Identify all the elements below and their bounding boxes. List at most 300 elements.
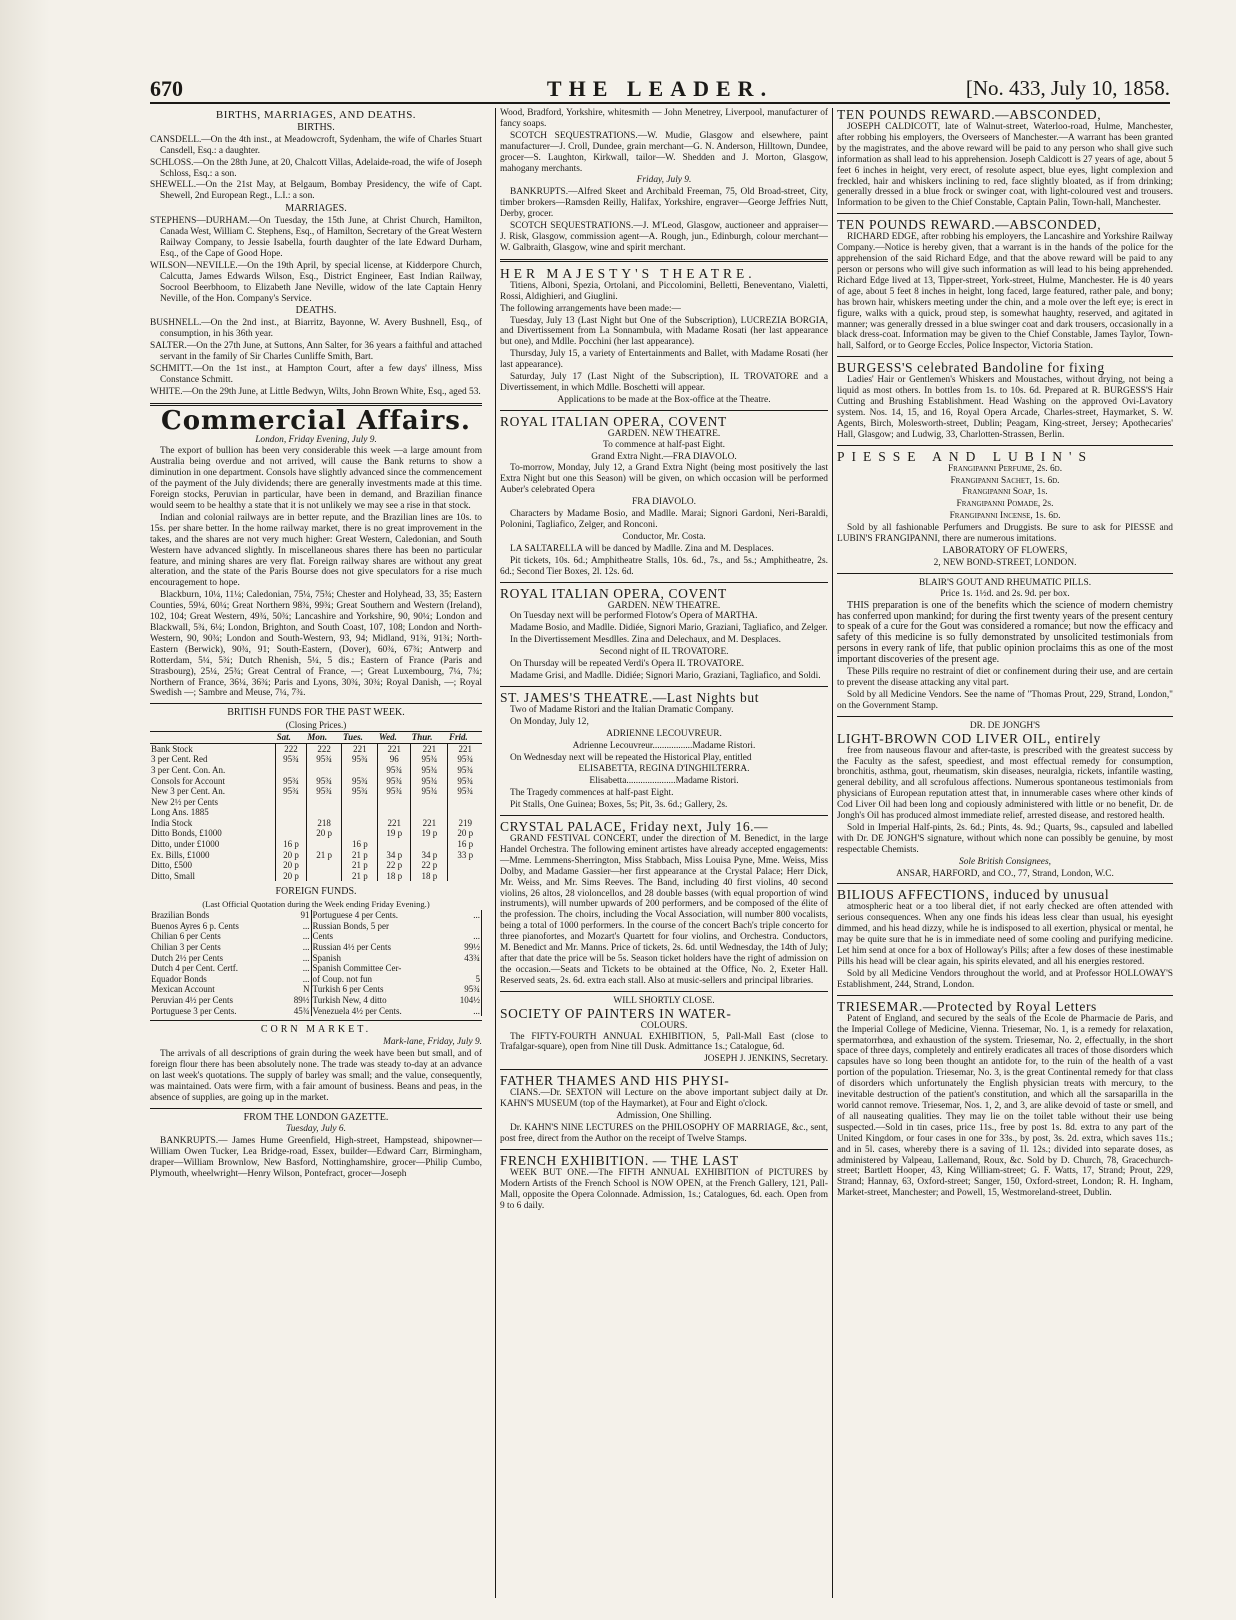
divider	[837, 573, 1173, 574]
divider	[150, 1108, 482, 1109]
table-header-cell: Wed.	[378, 732, 411, 744]
ad-signature: JOSEPH J. JENKINS, Secretary.	[704, 1054, 828, 1065]
table-cell: ...	[284, 942, 311, 953]
ad-text: Second night of IL TROVATORE.	[599, 647, 729, 658]
table-cell: Equador Bonds	[151, 973, 207, 984]
table-row	[150, 910, 482, 921]
divider	[837, 716, 1173, 717]
table-cell: 95¾	[448, 984, 482, 995]
paragraph: SCOTCH SEQUESTRATIONS.—W. Mudie, Glasgow and elsewhere, paint manufacturer—J. Croll, Dundee, grain merchant—G. N. Anderson, Hilltown, Dundee, grocer—S. Laughton, Kirkwall, tailor—W. Shedden and J. Morton, Glasgow, mahogany merchants.	[500, 130, 828, 174]
ad-text: On Thursday will be repeated Verdi's Opera IL TROVATORE.	[510, 659, 745, 670]
advertisement	[837, 361, 1173, 440]
ad-text: Patent of England, and secured by the seals of the Ecole de Pharmacie de Paris, and the Imperial College of Medicine, Vienna. Triesemar, No. 1, is a remedy for relaxation, spermatorrhœa, and exhaustion of the system. Triesemar, No. 2, effectually, in the short space of three days, completely and entirely eradicates all traces of those disorders which capsules have so long been thought an antidote for, to the ruin of the health of a vast portion of the population. Triesemar, No. 3, is the great Continental remedy for that class of disorders which unfortunately the English physician treats with mercury, to the inevitable destruction of the patient's constitution, and which all the sarsaparilla in the world cannot remove. Triesemar, Nos. 1, 2, and 3, are alike devoid of taste or smell, and of all nauseating qualities. They may lie on the toilet table without their use being suspected.—Sold in tin cases, price 11s., free by post 1s. 8d. extra to any part of the United Kingdom, or four cases in one for 33s., by post, 3s. 2d. extra, which saves 11s.; and in 5l. cases, whereby there is a saving of 1l. 12s.; divided into separate doses, as administered by Valpeau, Lallemand, Roux, &c. Sold by D. Church, 78, Gracechurch-street; Bartlett Hooper, 43, King William-street; G. F. Watts, 17, Strand; Prout, 229, Strand; Hannay, 63, Oxford-street; Sanger, 150, Oxford-street, London; R. H. Ingham, Market-street, Manchester; and Powell, 15, Westmoreland-street, Dublin.	[837, 1013, 1173, 1199]
table-cell: 95¾	[411, 786, 448, 797]
table-cell: 95¾	[276, 786, 307, 797]
dateline: London, Friday Evening, July 9.	[255, 434, 377, 445]
column-3	[832, 108, 1173, 1598]
table-cell	[276, 818, 307, 829]
table-cell: 20 p	[448, 828, 482, 839]
deaths-heading: DEATHS.	[295, 305, 337, 317]
ad-text: Two of Madame Ristori and the Italian Dramatic Company.	[510, 704, 734, 715]
table-cell: 221	[342, 743, 378, 754]
table-cell: 19 p	[411, 828, 448, 839]
table-cell: Ditto, under £1000	[151, 839, 220, 850]
advertisement	[837, 1000, 1173, 1199]
divider	[837, 995, 1173, 996]
table-cell: 221	[448, 743, 482, 754]
paragraph: Wood, Bradford, Yorkshire, whitesmith — John Menetrey, Liverpool, manufacturer of fancy soaps.	[500, 108, 828, 129]
ad-text: CIANS.—Dr. SEXTON will Lecture on the above important subject daily at Dr. KAHN'S MUSEUM (top of the Haymarket), at Four and Eight o'clock.	[500, 1088, 828, 1110]
table-row	[150, 984, 482, 995]
table-cell: 21 p	[342, 850, 378, 861]
table-cell	[342, 818, 378, 829]
ad-text: Characters by Madame Bosio, and Madlle. Marai; Signori Gardoni, Neri-Baraldi, Polonini, Tagliafico, Zelger, and Ronconi.	[500, 509, 828, 530]
table-cell: Portuguese 3 per Cents.	[151, 1005, 237, 1016]
ad-text: Saturday, July 17 (Last Night of the Subscription), IL TROVATORE and a Divertissement, in which Mdlle. Boschetti will appear.	[500, 372, 828, 393]
ad-address: ANSAR, HARFORD, and CO., 77, Strand, London, W.C.	[896, 868, 1114, 879]
table-cell: 33 p	[448, 850, 482, 861]
table-cell: 91	[284, 910, 311, 921]
ad-heading: TRIESEMAR.—Protected by Royal Letters	[837, 998, 1097, 1014]
table-row	[150, 786, 482, 797]
table-cell	[448, 807, 482, 818]
table-cell	[306, 797, 342, 808]
table-cell: 96	[378, 754, 411, 765]
table-row	[150, 754, 482, 765]
table-cell: 95¾	[378, 786, 411, 797]
table-cell: Venezuela 4½ per Cents.	[312, 1005, 402, 1016]
table-cell: 95¾	[411, 754, 448, 765]
marriages-heading: MARRIAGES.	[285, 203, 347, 215]
table-cell: Consols for Account	[151, 775, 225, 786]
ad-heading: TEN POUNDS REWARD.—ABSCONDED,	[837, 108, 1102, 122]
ad-text: ELISABETTA, REGINA D'INGHILTERRA.	[578, 764, 750, 775]
notice: SALTER.—On the 27th June, at Suttons, Ann Salter, for 36 years a faithful and attached servant in the family of Sir Charles Cunliffe Smith, Bart.	[150, 341, 482, 363]
table-cell: 89½	[284, 995, 311, 1006]
ad-text: Ladies' Hair or Gentlemen's Whiskers and Moustaches, without drying, not being a liquid as most others. In bottles from 1s. to 10s. 6d. Prepared at R. BURGESS'S Hair Cutting and Brushing Establishment. Head Washing on the approved Ovi-Lavatory system. Nos. 14, 15, and 16, Royal Opera Arcade, Charles-street, Haymarket, S. W. Agents, Birch, Molesworth-street, Dublin; Peagam, King-street, Jersey; Apothecaries' Hall, Glasgow; and Ludwig, 33, Charlotten-Strassen, Berlin.	[837, 375, 1173, 440]
table-cell: ...	[284, 953, 311, 964]
divider	[500, 686, 828, 687]
table-cell	[306, 807, 342, 818]
paragraph: Blackburn, 10¼, 11¼; Caledonian, 75¼, 75¾; Chester and Holyhead, 33, 35; Eastern Counties, 59¼, 60¼; Great Northern 98¾, 99¾; Great Southern and Western (Ireland), 102, 104; Great Western, 49¾, 50¾; Lancashire and Yorkshire, 90, 90¼; London and Blackwall, 5¾, 6¼; London, Brighton, and South Coast, 107, 108; London and North-Western, 90, 90¾; London and South-Western, 93, 94; Midland, 91¾, 91¾; North-Eastern (Berwick), 90¾, 91; South-Eastern, (Dover), 60¾, 67¾; Antwerp and Rotterdam, 5¼, 5¾; Dutch Rhenish, 5¼, 5 dis.; Eastern of France (Paris and Strasbourg), 25¼, 25¾; Great Central of France, —; Great Luxembourg, 7¼, 7¾; Northern of France, 36¼, 36¾; Paris and Lyons, 30¾, 30¾; Royal Danish, —; Royal Swedish —; Sambre and Meuse, 7¼, 7¾.	[150, 590, 482, 699]
advertisement	[500, 415, 828, 578]
advertisement	[837, 108, 1173, 209]
ad-text: The following arrangements have been made:—	[500, 303, 681, 314]
table-cell: 95¾	[342, 776, 378, 787]
column-2	[495, 108, 828, 1598]
notice: CANSDELL.—On the 4th inst., at Meadowcroft, Sydenham, the wife of Charles Stuart Cansdell, Esq.: a daughter.	[150, 134, 482, 156]
advertisement	[500, 1074, 828, 1145]
table-row	[150, 974, 482, 985]
ad-text: JOSEPH CALDICOTT, late of Walnut-street, Waterloo-road, Hulme, Manchester, after robbing his employers, the Overseers of Manchester.—A warrant has been granted by the magistrates, and the above reward will be paid to any person who shall give such information as shall lead to his apprehension. Joseph Caldicott is 27 years of age, about 5 feet 6 inches in height, very erect, of resolute aspect, blue eyes, light complexion and freckled, hair and whiskers inclining to red, face slightly bloated, as if from drinking; generally dressed in a blue frock or swinger coat, with light-coloured vest and trousers. Information to be given to the Chief Constable, Captain Palin, Town-hall, Manchester.	[837, 122, 1173, 209]
table-cell: Chilian 6 per Cents	[151, 931, 221, 942]
ad-text: On Tuesday next will be performed Flotow's Opera of MARTHA.	[510, 611, 758, 622]
table-header-cell: Thur.	[411, 732, 448, 744]
ad-heading: ST. JAMES'S THEATRE.—Last Nights but	[500, 689, 760, 705]
table-row	[150, 776, 482, 787]
table-cell: 95¾	[448, 765, 482, 776]
table-cell	[448, 860, 482, 871]
ad-text: Madame Bosio, and Madlle. Didiée, Signori Mario, Graziani, Tagliafico, and Zelger.	[510, 623, 828, 634]
table-cell: New 3 per Cent. An.	[151, 786, 225, 797]
ad-item: Frangipanni Sachet, 1s. 6d.	[950, 475, 1060, 486]
table-cell: 95¾	[411, 776, 448, 787]
table-cell	[306, 860, 342, 871]
table-cell: 34 p	[378, 850, 411, 861]
table-cell: Ditto, Small	[151, 870, 196, 881]
gazette-date: Tuesday, July 6.	[286, 1124, 346, 1135]
table-cell: Brazilian Bonds	[151, 910, 210, 921]
table-cell: ...	[448, 1006, 482, 1017]
table-cell: 22 p	[411, 860, 448, 871]
advertisement	[837, 578, 1173, 712]
divider	[500, 259, 828, 262]
table-cell: 18 p	[411, 871, 448, 882]
advertisement	[837, 721, 1173, 880]
ad-text: Grand Extra Night.—FRA DIAVOLO.	[591, 451, 737, 462]
notice: SHEWELL.—On the 21st May, at Belgaum, Bombay Presidency, the wife of Capt. Shewell, 2nd European Regt., L.I.: a son.	[150, 180, 482, 202]
notice: STEPHENS—DURHAM.—On Tuesday, the 15th June, at Christ Church, Hamilton, Canada West, William C. Stephens, Esq., of Hamilton, Secretary of the Great Western Railway Company, to Jessie Isabella, fourth daughter of the late Edward Durham, Esq., of the Cape of Good Hope.	[150, 216, 482, 259]
advertisement	[500, 820, 828, 987]
table-cell: 3 per Cent. Con. An.	[151, 764, 226, 775]
table-cell: 20 p	[276, 850, 307, 861]
ad-item: Frangipanni Incense, 1s. 6d.	[949, 511, 1061, 522]
table-cell: 95¾	[306, 776, 342, 787]
paragraph: Indian and colonial railways are in better repute, and the Brazilian lines are 10s. to 15s. per share better. In the home railway market, there is no great improvement in the takes, and the shares are not very much higher: Great Western, Caledonian, and South Western have advanced slightly. In miscellaneous shares there has been no particular feature, and mining shares are very flat. Foreign railway shares are without any great alteration, and the state of the Paris Bourse does not give speculators for a rise much encouragement to hope.	[150, 512, 482, 589]
table-cell: Buenos Ayres 6 p. Cents	[151, 920, 239, 931]
divider	[500, 991, 828, 992]
divider	[500, 410, 828, 411]
gazette-date: Friday, July 9.	[636, 175, 692, 186]
ad-text: Sold by all fashionable Perfumers and Druggists. Be sure to ask for PIESSE and LUBIN'S FRANGIPANNI, there are numerous imitations.	[837, 523, 1173, 545]
ad-address: 2, NEW BOND-STREET, LONDON.	[933, 557, 1077, 568]
table-cell: 95¾	[378, 765, 411, 776]
table-cell	[306, 839, 342, 850]
notice: SCHMITT.—On the 1st inst., at Hampton Court, after a few days' illness, Miss Constance Schmitt.	[150, 363, 482, 385]
table-cell: Cents	[312, 931, 334, 942]
ad-text: THIS preparation is one of the benefits which the science of modern chemistry has conferred upon mankind; for during the first twenty years of the present century to speak of a cure for the Gout was considered a romance; but now the efficacy and safety of this medicine is so fully demonstrated by unsolicited testimonials from persons in every rank of life, that public opinion proclaims this as one of the most important discoveries of the present age.	[837, 599, 1173, 666]
ad-text: On Wednesday next will be repeated the Historical Play, entitled	[510, 752, 752, 763]
table-cell: 95¾	[306, 754, 342, 765]
table-cell	[342, 765, 378, 776]
ad-text: ADRIENNE LECOUVREUR.	[606, 728, 722, 739]
table-cell: 95¾	[378, 776, 411, 787]
table-row	[150, 931, 482, 942]
ad-text: Thursday, July 15, a variety of Entertainments and Ballet, with Madame Rosati (her last appearance).	[500, 349, 828, 371]
ad-text: Tuesday, July 13 (Last Night but One of the Subscription), LUCREZIA BORGIA, and Divertissement from La Sonnambula, with Madame Rosati (her last appearance but one), and Mdlle. Pocchini (her last appearance).	[500, 315, 828, 348]
section-title: BIRTHS, MARRIAGES, AND DEATHS.	[215, 109, 417, 121]
table-row	[150, 921, 482, 932]
ad-text: Elisabetta.....................Madame Ristori.	[589, 776, 739, 787]
paragraph: BANKRUPTS.— James Hume Greenfield, High-street, Hampstead, shipowner—William Owen Tucker, Lea Bridge-road, Essex, builder—Edward Carr, Birmingham, draper—William Brownlow, New Basford, Nottinghamshire, grocer—Philip Cumbo, Plymouth, wheelwright—Henry Wilson, Pontefract, grocer—Joseph	[150, 1136, 482, 1180]
advertisement	[500, 1154, 828, 1212]
table-cell: Turkish 6 per Cents	[312, 984, 384, 995]
table-cell	[411, 839, 448, 850]
table-cell: India Stock	[151, 817, 193, 828]
british-funds-table	[150, 731, 482, 881]
ad-text: Dr. KAHN'S NINE LECTURES on the PHILOSOPHY OF MARRIAGE, &c., sent, post free, direct from the Author on the receipt of Twelve Stamps.	[500, 1122, 828, 1144]
ad-text: Applications to be made at the Box-office at the Theatre.	[557, 394, 771, 405]
foreign-funds-subtitle: (Last Official Quotation during the Week ending Friday Evening.)	[202, 899, 430, 910]
ad-item: Frangipanni Pomade, 2s.	[956, 499, 1054, 510]
paragraph: BANKRUPTS.—Alfred Skeet and Archibald Freeman, 75, Old Broad-street, City, timber brokers—Ramsden Reilly, Halifax, Yorkshire, engraver—George Jeffries Nutt, Derby, grocer.	[500, 187, 828, 220]
table-cell: Spanish Committee Cer-	[312, 963, 402, 974]
ad-text: LA SALTARELLA will be danced by Madlle. Zina and M. Desplaces.	[510, 543, 774, 554]
divider	[500, 815, 828, 816]
corn-market-title: CORN MARKET.	[260, 1024, 372, 1036]
divider	[837, 213, 1173, 214]
table-cell: Ditto, £500	[151, 860, 193, 871]
ad-note: WILL SHORTLY CLOSE.	[613, 995, 715, 1006]
table-cell: 221	[411, 818, 448, 829]
table-cell: 95¾	[411, 765, 448, 776]
advertisement	[500, 587, 828, 682]
issue-info: [No. 433, July 10, 1858.	[965, 76, 1170, 100]
ad-heading: ROYAL ITALIAN OPERA, COVENT	[500, 413, 727, 429]
ad-heading: BLAIR'S GOUT AND RHEUMATIC PILLS.	[918, 577, 1092, 588]
table-cell: Long Ans. 1885	[151, 807, 209, 818]
table-row	[150, 807, 482, 818]
table-row	[150, 860, 482, 871]
ad-text: These Pills require no restraint of diet or confinement during their use, and are certain to prevent the disease attacking any vital part.	[837, 667, 1173, 688]
advertisement	[500, 996, 828, 1066]
ad-text: GRAND FESTIVAL CONCERT, under the direction of M. Benedict, in the large Handel Orchestra. The following eminent artistes have already accepted engagements: —Mme. Lemmens-Sherrington, Miss Stabbach, Miss Louisa Pyne, Mme. Weiss, Miss Dolby, and Madame Gassier—her first appearance at the Crystal Palace; Herr Dick, Mr. Weiss, and Mr. Sims Reeves. The Band, including 40 first violins, 40 second violins, 26 altos, 28 violoncellos, and 28 double basses (with equal proportion of wind instruments), will number upwards of 200 performers, and be composed of the élite of the profession. The choirs, including the Vocal Association, will number 800 vocalists, being a total of 1000 performers. In the course of the concert Bach's triple concerto for three pianofortes, and Mozart's Quartett for four violins, and Orchestra. Conductors, M. Benedict and Mr. Manns. Price of tickets, 2s. 6d. until Wednesday, the 14th of July; after that date the price will be 5s. Season ticket holders have the right of admission on the occasion.—Seats and Tickets to be obtained at the Office, No. 2, Exeter Hall. Reserved seats, 2s. 6d. extra each stall. Also at music-sellers and principal libraries.	[500, 834, 828, 986]
paragraph: The export of bullion has been very considerable this week —a large amount from Australia being overdue and not arrived, will cause the Bank returns to show a diminution in one department. Consols have slightly advanced since the commencement of the payment of the July dividends; there are generally investments made at this time. Foreign stocks, Peruvian in particular, have been in demand, and Brazilian finance would seem to be healthy a state that it is not unlikely we may see a rise in that stock.	[150, 446, 482, 511]
table-cell: 20 p	[276, 860, 307, 871]
ad-text: The Tragedy commences at half-past Eight.	[510, 788, 674, 799]
table-cell: 16 p	[342, 839, 378, 850]
ad-text: Sold by all Medicine Vendors. See the name of "Thomas Prout, 229, Strand, London," on the Government Stamp.	[837, 689, 1173, 711]
table-cell	[448, 871, 482, 882]
ad-heading: SOCIETY OF PAINTERS IN WATER-	[500, 1005, 732, 1021]
ad-heading: ROYAL ITALIAN OPERA, COVENT	[500, 585, 727, 601]
ad-text: Titiens, Alboni, Spezia, Ortolani, and Piccolomini, Belletti, Beneventano, Vialetti, Rossi, Aldighieri, and Giuglini.	[500, 280, 828, 302]
table-cell: 222	[306, 743, 342, 754]
table-cell	[448, 963, 482, 974]
table-cell: ...	[448, 910, 482, 921]
table-cell: ...	[448, 931, 482, 942]
table-cell: Dutch 2½ per Cents	[151, 952, 223, 963]
table-cell: Spanish	[312, 952, 342, 963]
table-header-cell: Mon.	[306, 732, 342, 744]
gazette-title: FROM THE LONDON GAZETTE.	[243, 1111, 389, 1123]
table-row	[150, 953, 482, 964]
notice: SCHLOSS.—On the 28th June, at 20, Chalcott Villas, Adelaide-road, the wife of Joseph Schloss, Esq.: a son.	[150, 157, 482, 179]
table-cell: 95¾	[342, 754, 378, 765]
notice: BUSHNELL.—On the 2nd inst., at Biarritz, Bayonne, W. Avery Bushnell, Esq., of consumption, in his 36th year.	[150, 318, 482, 340]
british-funds-title: BRITISH FUNDS FOR THE PAST WEEK.	[227, 707, 405, 719]
divider	[500, 582, 828, 583]
ad-heading: TEN POUNDS REWARD.—ABSCONDED,	[837, 217, 1102, 233]
table-cell: 34 p	[411, 850, 448, 861]
paragraph: The arrivals of all descriptions of grain during the week have been but small, and of foreign flour there has been absolutely none. The trade was steady to-day at an advance on last week's quotations. The supply of barley was small; and the value, consequently, was maintained. Oats were firm, with a fair amount of business. Beans and peas, in the absence of supplies, are going up in the market.	[150, 1049, 482, 1103]
dateline: Mark-lane, Friday, July 9.	[383, 1037, 482, 1048]
table-cell: Bank Stock	[151, 743, 193, 754]
divider	[150, 703, 482, 704]
table-cell	[342, 797, 378, 808]
divider	[837, 356, 1173, 357]
table-header-cell: Frid.	[448, 732, 482, 744]
ad-text: The FIFTY-FOURTH ANNUAL EXHIBITION, 5, Pall-Mall East (close to Trafalgar-square), open from Nine till Dusk. Admittance 1s.; Catalogue, 6d.	[500, 1031, 828, 1053]
foreign-funds-title: FOREIGN FUNDS.	[275, 886, 357, 898]
table-cell	[448, 921, 482, 932]
ad-subheading: GARDEN. NEW THEATRE.	[607, 428, 721, 439]
table-cell	[411, 797, 448, 808]
table-cell	[276, 765, 307, 776]
advertisement	[500, 691, 828, 811]
table-row	[150, 1006, 482, 1017]
table-row	[150, 850, 482, 861]
table-cell: 45¾	[284, 1006, 311, 1017]
table-header-cell	[150, 732, 276, 744]
british-funds-subtitle: (Closing Prices.)	[285, 720, 347, 731]
table-cell: 95¾	[276, 776, 307, 787]
paragraph: SCOTCH SEQUESTRATIONS.—J. M'Leod, Glasgow, auctioneer and appraiser—J. Risk, Glasgow, commission agent—A. Rough, jun., Edinburgh, colour merchant—W. Galbraith, Glasgow, wine and spirit merchant.	[500, 221, 828, 253]
table-cell	[342, 828, 378, 839]
notice: WILSON—NEVILLE.—On the 19th April, by special license, at Kidderpore Church, Calcutta, James Edwards Wilson, Esq., District Engineer, East Indian Railway, Socrool Beerbhoom, to Elizabeth Jane Neville, widow of the late Captain Henry Neville, of the Hon. Company's Service.	[150, 260, 482, 304]
table-cell: 43¾	[448, 953, 482, 964]
notice: WHITE.—On the 29th June, at Little Bedwyn, Wilts, John Brown White, Esq., aged 53.	[150, 386, 481, 397]
births-heading: BIRTHS.	[297, 121, 335, 133]
divider	[500, 1149, 828, 1150]
table-cell	[276, 828, 307, 839]
ad-text: free from nauseous flavour and after-taste, is prescribed with the greatest success by the Faculty as the safest, speediest, and most effectual remedy for consumption, bronchitis, asthma, gout, rheumatism, skin diseases, neuralgia, rickets, infantile wasting, general debility, and all scrofulous affections. Numerous spontaneous testimonials from physicians of European reputation attest that, in innumerable cases where other kinds of Cod Liver Oil had been long and copiously administered with little or no benefit, Dr. de Jongh's Oil has produced almost immediate relief, arrested disease, and restored health.	[837, 745, 1173, 822]
table-cell	[306, 871, 342, 882]
page-header	[150, 76, 1170, 104]
ad-text: atmospheric heat or a too liberal diet, if not early checked are often attended with serious consequences. When any one finds his ideas less clear than usual, his eyesight dimmed, and his head dizzy, while he is indisposed to all exertion, physical or mental, he may be quite sure that he is in immediate need of some cooling and purifying medicine. Let him send at once for a box of Holloway's Pills; after a few doses of these inestimable Pills his head will be clear again, his spirits elevated, and all his energies restored.	[837, 902, 1173, 967]
binding-gutter	[0, 0, 50, 1620]
ad-text: FRA DIAVOLO.	[632, 497, 696, 508]
table-cell: ...	[284, 974, 311, 985]
ad-text: Conductor, Mr. Costa.	[622, 531, 706, 542]
ad-text: Pit tickets, 10s. 6d.; Amphitheatre Stalls, 10s. 6d., 7s., and 5s.; Amphitheatre, 2s. 6d.; Second Tier Boxes, 2l. 12s. 6d.	[500, 555, 828, 577]
ad-text: RICHARD EDGE, after robbing his employers, the Lancashire and Yorkshire Railway Company.—Notice is hereby given, that a warrant is in the hands of the police for the apprehension of the said Richard Edge, and that the above reward will be paid to any person or persons who will give such information as will lead to his being apprehended. Richard Edge lived at 13, Tipper-street, York-street, Hulme, Manchester. He is 40 years of age, about 5 feet 8 inches in height, long faced, large featured, rather pale, and bony; has brown hair, whiskers meeting under the chin, and a mole over the left eye; is erect in figure, walks with a quick, proud step, is somewhat haughty, reserved, and agitated in manner; was generally dressed in a blue swinger coat and dark trousers, occasionally in a black dress-coat. Information may be given to the Chief Constable, James Taylor, Town-hall, Salford, or to George Eccles, Police Inspector, Victoria Station.	[837, 232, 1173, 352]
masthead-title: THE LEADER.	[546, 76, 774, 101]
table-row	[150, 818, 482, 829]
ad-heading: BURGESS'S celebrated Bandoline for fixing	[837, 360, 1105, 376]
table-cell: Ex. Bills, £1000	[151, 849, 210, 860]
table-row	[150, 765, 482, 776]
divider	[150, 1020, 482, 1021]
ad-text: Pit Stalls, One Guinea; Boxes, 5s; Pit, 3s. 6d.; Gallery, 2s.	[510, 800, 728, 811]
table-cell: ...	[284, 963, 311, 974]
table-cell: Dutch 4 per Cent. Certf.	[151, 963, 238, 974]
table-header-cell: Sat.	[276, 732, 307, 744]
ad-heading: BILIOUS AFFECTIONS, induced by unusual	[837, 887, 1110, 903]
ad-item: Frangipanni Soap, 1s.	[962, 487, 1048, 498]
table-cell: 19 p	[378, 828, 411, 839]
table-cell	[411, 807, 448, 818]
ad-heading: LIGHT-BROWN COD LIVER OIL, entirely	[837, 730, 1101, 746]
advertisement	[837, 218, 1173, 352]
table-row	[150, 871, 482, 882]
table-cell: Ditto Bonds, £1000	[151, 828, 222, 839]
table-cell: 95¾	[448, 754, 482, 765]
table-cell: 5	[448, 974, 482, 985]
table-cell: 219	[448, 818, 482, 829]
ad-heading: CRYSTAL PALACE, Friday next, July 16.—	[500, 819, 769, 835]
ad-text: Admission, One Shilling.	[616, 1111, 712, 1122]
table-row	[150, 828, 482, 839]
table-row	[150, 839, 482, 850]
table-cell: Peruvian 4½ per Cents	[151, 995, 233, 1005]
table-cell: 221	[378, 818, 411, 829]
table-row	[150, 963, 482, 974]
table-cell: 3 per Cent. Red	[151, 754, 208, 765]
table-cell: 95¾	[276, 754, 307, 765]
table-cell: 16 p	[448, 839, 482, 850]
table-cell: 104½	[448, 995, 482, 1006]
table-cell: 95¾	[448, 776, 482, 787]
table-cell: N	[284, 984, 311, 995]
foreign-funds-table	[150, 910, 482, 1016]
table-cell: 22 p	[378, 860, 411, 871]
table-cell: 218	[306, 818, 342, 829]
table-cell: 20 p	[276, 871, 307, 882]
table-cell: 21 p	[306, 850, 342, 861]
ad-text: Adrienne Lecouvreur.................Madame Ristori.	[572, 740, 756, 751]
ad-text: Sold in Imperial Half-pints, 2s. 6d.; Pints, 4s. 9d.; Quarts, 9s., capsuled and labelled with Dr. DE JONGH'S signature, without which none can possibly be genuine, by most respectable Chemists.	[837, 822, 1173, 855]
table-row	[150, 995, 482, 1006]
table-cell: Portuguese 4 per Cents.	[312, 910, 399, 921]
ad-text: On Monday, July 12,	[510, 716, 589, 727]
ad-subheading: COLOURS.	[640, 1020, 688, 1031]
ad-heading: FATHER THAMES AND HIS PHYSI-	[500, 1073, 730, 1089]
table-cell: Turkish New, 4 ditto	[312, 995, 387, 1005]
ad-address: LABORATORY OF FLOWERS,	[942, 546, 1068, 556]
table-cell: 95¾	[342, 786, 378, 797]
table-cell	[342, 807, 378, 818]
ad-subheading: GARDEN. NEW THEATRE.	[607, 600, 721, 611]
divider	[837, 883, 1173, 884]
table-row	[150, 797, 482, 808]
page-number: 670	[150, 76, 183, 101]
ad-heading: FRENCH EXHIBITION. — THE LAST	[500, 1152, 739, 1168]
table-cell: 221	[378, 743, 411, 754]
divider	[500, 1069, 828, 1070]
ad-heading: PIESSE AND LUBIN'S	[837, 448, 1093, 464]
table-cell: 21 p	[342, 860, 378, 871]
table-cell: of Coup. not fun	[312, 973, 373, 984]
table-cell	[378, 797, 411, 808]
table-cell	[276, 797, 307, 808]
table-cell: 99½	[448, 942, 482, 953]
table-cell: ...	[284, 921, 311, 932]
table-cell: Chilian 3 per Cents	[151, 942, 221, 953]
table-cell: Russian Bonds, 5 per	[312, 920, 390, 931]
table-cell: 95¾	[448, 786, 482, 797]
table-cell	[378, 839, 411, 850]
divider	[837, 445, 1173, 446]
table-cell: 16 p	[276, 839, 307, 850]
advertisement	[500, 267, 828, 406]
ad-item: Frangipanni Perfume, 2s. 6d.	[947, 463, 1063, 474]
table-row	[150, 942, 482, 953]
table-cell: 222	[276, 743, 307, 754]
table-cell: 18 p	[378, 871, 411, 882]
ad-text: To commence at half-past Eight.	[603, 439, 725, 450]
advertisement	[837, 888, 1173, 990]
ad-heading: HER MAJESTY'S THEATRE.	[500, 265, 756, 281]
table-cell: 20 p	[306, 828, 342, 839]
table-cell: 95¾	[306, 786, 342, 797]
table-cell	[378, 807, 411, 818]
ad-heading: DR. DE JONGH'S	[969, 720, 1041, 731]
table-cell	[276, 807, 307, 818]
ad-text: Madame Grisi, and Madlle. Didiée; Signori Mario, Graziani, Tagliafico, and Soldi.	[510, 670, 821, 681]
ad-text: In the Divertissement Mesdlles. Zina and Delechaux, and M. Desplaces.	[510, 635, 782, 646]
table-cell	[306, 765, 342, 776]
